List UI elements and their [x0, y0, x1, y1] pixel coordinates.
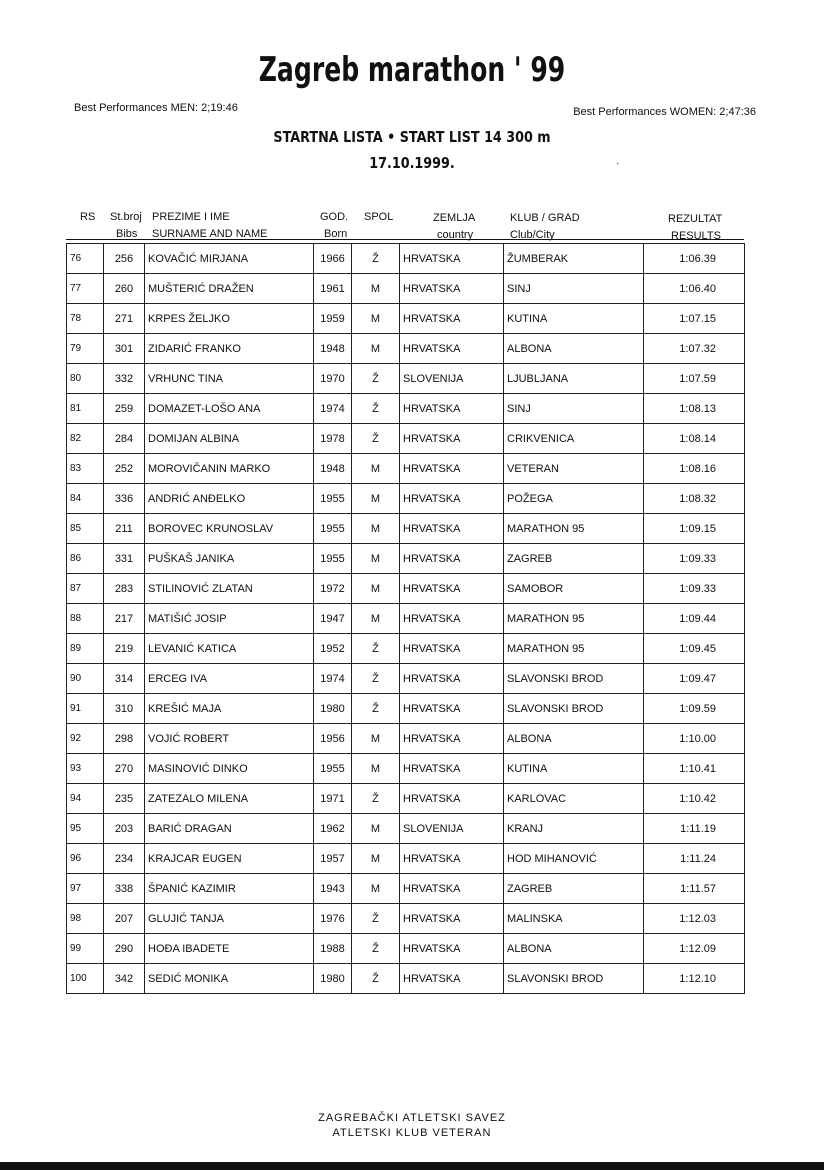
name-cell: MUŠTERIĆ DRAŽEN — [145, 274, 314, 304]
header-club-2: Club/City — [510, 229, 555, 241]
result-cell: 1:06.40 — [644, 274, 745, 304]
result-cell: 1:08.32 — [644, 484, 745, 514]
result-cell: 1:08.13 — [644, 394, 745, 424]
bib-cell: 235 — [104, 784, 145, 814]
table-row — [67, 754, 745, 784]
table-row — [67, 424, 745, 454]
rank-cell: 85 — [67, 514, 104, 544]
bib-cell: 301 — [104, 334, 145, 364]
table-row — [67, 454, 745, 484]
club-cell: SINJ — [504, 394, 644, 424]
bib-cell: 259 — [104, 394, 145, 424]
born-cell: 1943 — [314, 874, 352, 904]
country-cell: HRVATSKA — [400, 424, 504, 454]
bib-cell: 338 — [104, 874, 145, 904]
result-cell: 1:10.00 — [644, 724, 745, 754]
country-cell: HRVATSKA — [400, 964, 504, 994]
rank-cell: 82 — [67, 424, 104, 454]
header-name-1: PREZIME I IME — [152, 211, 230, 223]
country-cell: HRVATSKA — [400, 694, 504, 724]
rank-cell: 93 — [67, 754, 104, 784]
sex-cell: Ž — [352, 634, 400, 664]
bib-cell: 283 — [104, 574, 145, 604]
born-cell: 1966 — [314, 244, 352, 274]
result-cell: 1:08.16 — [644, 454, 745, 484]
club-cell: MARATHON 95 — [504, 634, 644, 664]
born-cell: 1952 — [314, 634, 352, 664]
born-cell: 1971 — [314, 784, 352, 814]
rank-cell: 97 — [67, 874, 104, 904]
country-cell: HRVATSKA — [400, 634, 504, 664]
table-row — [67, 244, 745, 274]
footer-federation: ZAGREBAČKI ATLETSKI SAVEZ — [318, 1112, 506, 1124]
country-cell: HRVATSKA — [400, 664, 504, 694]
born-cell: 1974 — [314, 394, 352, 424]
name-cell: ZATEZALO MILENA — [145, 784, 314, 814]
bib-cell: 252 — [104, 454, 145, 484]
name-cell: DOMAZET-LOŠO ANA — [145, 394, 314, 424]
born-cell: 1978 — [314, 424, 352, 454]
table-row — [67, 514, 745, 544]
club-cell: KUTINA — [504, 304, 644, 334]
name-cell: ŠPANIĆ KAZIMIR — [145, 874, 314, 904]
country-cell: SLOVENIJA — [400, 364, 504, 394]
result-cell: 1:10.42 — [644, 784, 745, 814]
country-cell: HRVATSKA — [400, 574, 504, 604]
header-result-2: RESULTS — [671, 230, 721, 242]
rank-cell: 92 — [67, 724, 104, 754]
club-cell: SINJ — [504, 274, 644, 304]
bib-cell: 336 — [104, 484, 145, 514]
rank-cell: 86 — [67, 544, 104, 574]
rank-cell: 83 — [67, 454, 104, 484]
table-row — [67, 784, 745, 814]
table-row — [67, 484, 745, 514]
sex-cell: M — [352, 514, 400, 544]
result-cell: 1:07.32 — [644, 334, 745, 364]
born-cell: 1976 — [314, 904, 352, 934]
rank-cell: 84 — [67, 484, 104, 514]
header-club-1: KLUB / GRAD — [510, 212, 580, 224]
country-cell: HRVATSKA — [400, 934, 504, 964]
country-cell: HRVATSKA — [400, 394, 504, 424]
country-cell: HRVATSKA — [400, 484, 504, 514]
name-cell: GLUJIĆ TANJA — [145, 904, 314, 934]
born-cell: 1957 — [314, 844, 352, 874]
table-row — [67, 874, 745, 904]
header-name-2: SURNAME AND NAME — [152, 228, 268, 240]
rank-cell: 95 — [67, 814, 104, 844]
header-rs: RS — [80, 211, 96, 223]
result-cell: 1:09.33 — [644, 544, 745, 574]
header-born-1: GOD. — [320, 211, 349, 223]
sex-cell: M — [352, 874, 400, 904]
bib-cell: 270 — [104, 754, 145, 784]
name-cell: DOMIJAN ALBINA — [145, 424, 314, 454]
club-cell: SAMOBOR — [504, 574, 644, 604]
start-list-body — [67, 244, 745, 994]
club-cell: CRIKVENICA — [504, 424, 644, 454]
start-list-table — [66, 243, 745, 994]
born-cell: 1948 — [314, 334, 352, 364]
club-cell: SLAVONSKI BROD — [504, 664, 644, 694]
club-cell: SLAVONSKI BROD — [504, 694, 644, 724]
bib-cell: 219 — [104, 634, 145, 664]
header-result-1: REZULTAT — [668, 213, 723, 225]
bib-cell: 298 — [104, 724, 145, 754]
born-cell: 1962 — [314, 814, 352, 844]
bib-cell: 203 — [104, 814, 145, 844]
name-cell: MASINOVIĆ DINKO — [145, 754, 314, 784]
start-list-subtitle: STARTNA LISTA • START LIST 14 300 m — [273, 128, 551, 146]
result-cell: 1:07.59 — [644, 364, 745, 394]
country-cell: HRVATSKA — [400, 844, 504, 874]
rank-cell: 88 — [67, 604, 104, 634]
country-cell: HRVATSKA — [400, 604, 504, 634]
rank-cell: 100 — [67, 964, 104, 994]
sex-cell: M — [352, 334, 400, 364]
table-row — [67, 334, 745, 364]
club-cell: KARLOVAC — [504, 784, 644, 814]
club-cell: ALBONA — [504, 334, 644, 364]
result-cell: 1:11.19 — [644, 814, 745, 844]
header-born-2: Born — [324, 228, 348, 240]
sex-cell: Ž — [352, 904, 400, 934]
rank-cell: 99 — [67, 934, 104, 964]
result-cell: 1:12.10 — [644, 964, 745, 994]
country-cell: HRVATSKA — [400, 304, 504, 334]
table-row — [67, 814, 745, 844]
rank-cell: 77 — [67, 274, 104, 304]
name-cell: MOROVIČANIN MARKO — [145, 454, 314, 484]
sex-cell: M — [352, 574, 400, 604]
rank-cell: 79 — [67, 334, 104, 364]
name-cell: ERCEG IVA — [145, 664, 314, 694]
country-cell: HRVATSKA — [400, 544, 504, 574]
result-cell: 1:09.44 — [644, 604, 745, 634]
footer-club: ATLETSKI KLUB VETERAN — [332, 1127, 492, 1139]
bib-cell: 332 — [104, 364, 145, 394]
table-row — [67, 604, 745, 634]
sex-cell: M — [352, 304, 400, 334]
name-cell: LEVANIĆ KATICA — [145, 634, 314, 664]
bib-cell: 284 — [104, 424, 145, 454]
name-cell: ZIDARIĆ FRANKO — [145, 334, 314, 364]
sex-cell: M — [352, 454, 400, 484]
name-cell: KRAJCAR EUGEN — [145, 844, 314, 874]
result-cell: 1:07.15 — [644, 304, 745, 334]
table-row — [67, 664, 745, 694]
result-cell: 1:11.24 — [644, 844, 745, 874]
club-cell: MARATHON 95 — [504, 514, 644, 544]
country-cell: HRVATSKA — [400, 784, 504, 814]
club-cell: ALBONA — [504, 724, 644, 754]
table-row — [67, 274, 745, 304]
result-cell: 1:10.41 — [644, 754, 745, 784]
header-bib-1: St.broj — [110, 211, 142, 223]
name-cell: VOJIĆ ROBERT — [145, 724, 314, 754]
result-cell: 1:09.47 — [644, 664, 745, 694]
header-country-2: country — [437, 229, 474, 241]
bib-cell: 310 — [104, 694, 145, 724]
result-cell: 1:12.03 — [644, 904, 745, 934]
header-country-1: ZEMLJA — [433, 212, 476, 224]
bib-cell: 211 — [104, 514, 145, 544]
bottom-scan-edge — [0, 1162, 824, 1170]
page-title: Zagreb marathon ' 99 — [258, 50, 566, 90]
born-cell: 1947 — [314, 604, 352, 634]
club-cell: MARATHON 95 — [504, 604, 644, 634]
sex-cell: Ž — [352, 364, 400, 394]
best-performance-men: Best Performances MEN: 2;19:46 — [74, 102, 238, 114]
table-row — [67, 934, 745, 964]
bib-cell: 260 — [104, 274, 145, 304]
table-row — [67, 964, 745, 994]
club-cell: KUTINA — [504, 754, 644, 784]
result-cell: 1:09.33 — [644, 574, 745, 604]
header-bib-2: Bibs — [116, 228, 138, 240]
name-cell: ANDRIĆ ANĐELKO — [145, 484, 314, 514]
bib-cell: 342 — [104, 964, 145, 994]
rank-cell: 96 — [67, 844, 104, 874]
sex-cell: M — [352, 844, 400, 874]
name-cell: VRHUNC TINA — [145, 364, 314, 394]
rank-cell: 98 — [67, 904, 104, 934]
name-cell: KRPES ŽELJKO — [145, 304, 314, 334]
born-cell: 1980 — [314, 694, 352, 724]
table-row — [67, 904, 745, 934]
born-cell: 1980 — [314, 964, 352, 994]
header-divider — [66, 239, 744, 240]
sex-cell: M — [352, 724, 400, 754]
born-cell: 1988 — [314, 934, 352, 964]
bib-cell: 331 — [104, 544, 145, 574]
country-cell: SLOVENIJA — [400, 814, 504, 844]
country-cell: HRVATSKA — [400, 244, 504, 274]
bib-cell: 290 — [104, 934, 145, 964]
rank-cell: 89 — [67, 634, 104, 664]
rank-cell: 76 — [67, 244, 104, 274]
table-row — [67, 394, 745, 424]
sex-cell: Ž — [352, 694, 400, 724]
born-cell: 1956 — [314, 724, 352, 754]
country-cell: HRVATSKA — [400, 724, 504, 754]
club-cell: SLAVONSKI BROD — [504, 964, 644, 994]
name-cell: PUŠKAŠ JANIKA — [145, 544, 314, 574]
table-row — [67, 694, 745, 724]
sex-cell: M — [352, 274, 400, 304]
sex-cell: Ž — [352, 424, 400, 454]
table-row — [67, 544, 745, 574]
bib-cell: 234 — [104, 844, 145, 874]
footer — [0, 1111, 824, 1141]
sex-cell: Ž — [352, 784, 400, 814]
sex-cell: M — [352, 754, 400, 784]
best-performance-women: Best Performances WOMEN: 2;47:36 — [573, 106, 756, 118]
sex-cell: Ž — [352, 964, 400, 994]
country-cell: HRVATSKA — [400, 334, 504, 364]
table-row — [67, 844, 745, 874]
table-row — [67, 304, 745, 334]
name-cell: BARIĆ DRAGAN — [145, 814, 314, 844]
header-sex: SPOL — [364, 211, 394, 223]
country-cell: HRVATSKA — [400, 754, 504, 784]
table-row — [67, 574, 745, 604]
sex-cell: Ž — [352, 934, 400, 964]
born-cell: 1970 — [314, 364, 352, 394]
result-cell: 1:09.45 — [644, 634, 745, 664]
club-cell: ZAGREB — [504, 874, 644, 904]
country-cell: HRVATSKA — [400, 454, 504, 484]
club-cell: LJUBLJANA — [504, 364, 644, 394]
bib-cell: 314 — [104, 664, 145, 694]
sex-cell: Ž — [352, 394, 400, 424]
table-row — [67, 364, 745, 394]
name-cell: SEDIĆ MONIKA — [145, 964, 314, 994]
rank-cell: 81 — [67, 394, 104, 424]
born-cell: 1948 — [314, 454, 352, 484]
born-cell: 1955 — [314, 754, 352, 784]
rank-cell: 91 — [67, 694, 104, 724]
club-cell: KRANJ — [504, 814, 644, 844]
country-cell: HRVATSKA — [400, 514, 504, 544]
rank-cell: 80 — [67, 364, 104, 394]
sex-cell: M — [352, 544, 400, 574]
born-cell: 1961 — [314, 274, 352, 304]
bib-cell: 271 — [104, 304, 145, 334]
name-cell: HOĐA IBADETE — [145, 934, 314, 964]
born-cell: 1955 — [314, 544, 352, 574]
speck-mark: · — [616, 158, 620, 169]
sex-cell: Ž — [352, 664, 400, 694]
bib-cell: 217 — [104, 604, 145, 634]
born-cell: 1959 — [314, 304, 352, 334]
club-cell: HOD MIHANOVIĆ — [504, 844, 644, 874]
sex-cell: M — [352, 604, 400, 634]
country-cell: HRVATSKA — [400, 904, 504, 934]
club-cell: ZAGREB — [504, 544, 644, 574]
table-row — [67, 634, 745, 664]
rank-cell: 90 — [67, 664, 104, 694]
table-row — [67, 724, 745, 754]
sex-cell: Ž — [352, 244, 400, 274]
result-cell: 1:08.14 — [644, 424, 745, 454]
name-cell: STILINOVIĆ ZLATAN — [145, 574, 314, 604]
bib-cell: 256 — [104, 244, 145, 274]
club-cell: ŽUMBERAK — [504, 244, 644, 274]
rank-cell: 87 — [67, 574, 104, 604]
name-cell: KREŠIĆ MAJA — [145, 694, 314, 724]
event-date: 17.10.1999. — [369, 154, 455, 172]
sex-cell: M — [352, 484, 400, 514]
country-cell: HRVATSKA — [400, 274, 504, 304]
result-cell: 1:06.39 — [644, 244, 745, 274]
result-cell: 1:09.59 — [644, 694, 745, 724]
result-cell: 1:12.09 — [644, 934, 745, 964]
name-cell: BOROVEC KRUNOSLAV — [145, 514, 314, 544]
born-cell: 1974 — [314, 664, 352, 694]
club-cell: ALBONA — [504, 934, 644, 964]
born-cell: 1955 — [314, 514, 352, 544]
result-cell: 1:09.15 — [644, 514, 745, 544]
result-cell: 1:11.57 — [644, 874, 745, 904]
club-cell: VETERAN — [504, 454, 644, 484]
name-cell: KOVAČIĆ MIRJANA — [145, 244, 314, 274]
born-cell: 1955 — [314, 484, 352, 514]
bib-cell: 207 — [104, 904, 145, 934]
name-cell: MATIŠIĆ JOSIP — [145, 604, 314, 634]
sex-cell: M — [352, 814, 400, 844]
born-cell: 1972 — [314, 574, 352, 604]
rank-cell: 78 — [67, 304, 104, 334]
country-cell: HRVATSKA — [400, 874, 504, 904]
rank-cell: 94 — [67, 784, 104, 814]
club-cell: MALINSKA — [504, 904, 644, 934]
club-cell: POŽEGA — [504, 484, 644, 514]
